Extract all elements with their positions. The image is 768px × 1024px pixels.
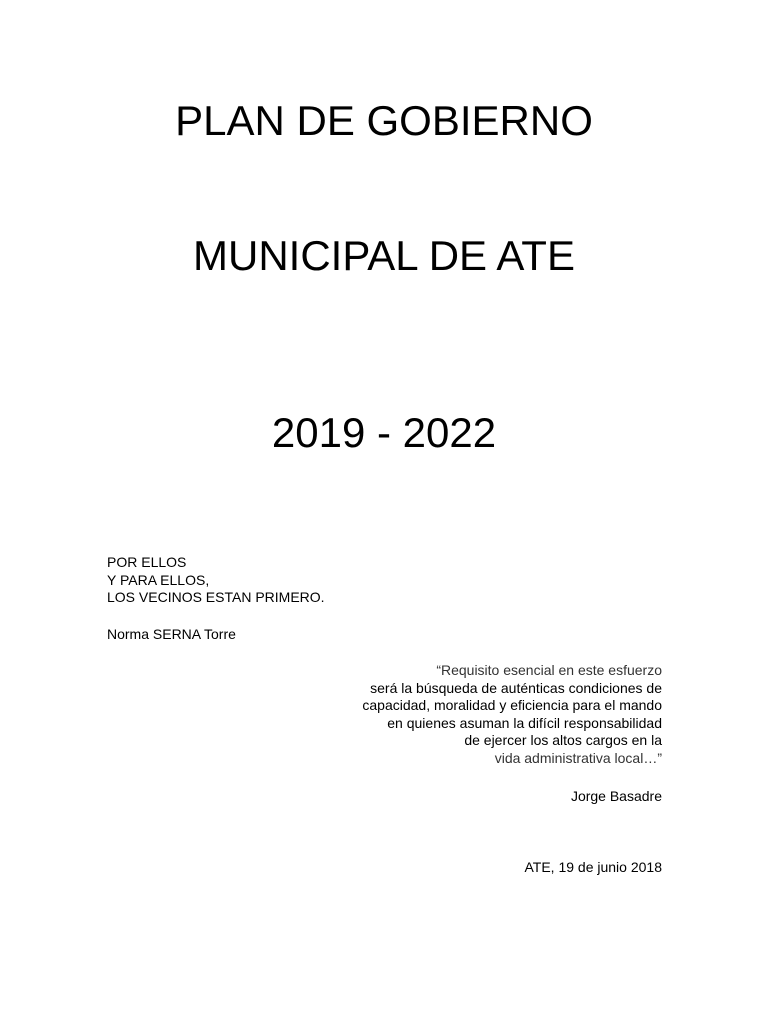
quote-line: en quienes asuman la difícil responsabilidad [387, 714, 662, 731]
quote-line: vida administrativa local…” [494, 749, 662, 766]
title-line-1: PLAN DE GOBIERNO [175, 97, 593, 144]
quote-line: capacidad, moralidad y eficiencia para el mando [362, 697, 662, 713]
quote-author: Jorge Basadre [570, 788, 662, 804]
quote [362, 662, 662, 767]
motto-line: Y PARA ELLOS, [107, 571, 210, 588]
quote-line: “Requisito esencial en este esfuerzo [436, 662, 662, 678]
motto-author: Norma SERNA Torre [107, 626, 236, 642]
motto [107, 554, 325, 607]
quote-line: será la búsqueda de auténticas condiciones de [370, 679, 662, 696]
title-period: 2019 - 2022 [271, 409, 497, 456]
motto-line: POR ELLOS [107, 554, 187, 570]
document-date: ATE, 19 de junio 2018 [524, 859, 662, 875]
title-line-2: MUNICIPAL DE ATE [193, 232, 575, 279]
quote-line: de ejercer los altos cargos en la [464, 732, 662, 748]
motto-line: LOS VECINOS ESTAN PRIMERO. [107, 589, 325, 605]
